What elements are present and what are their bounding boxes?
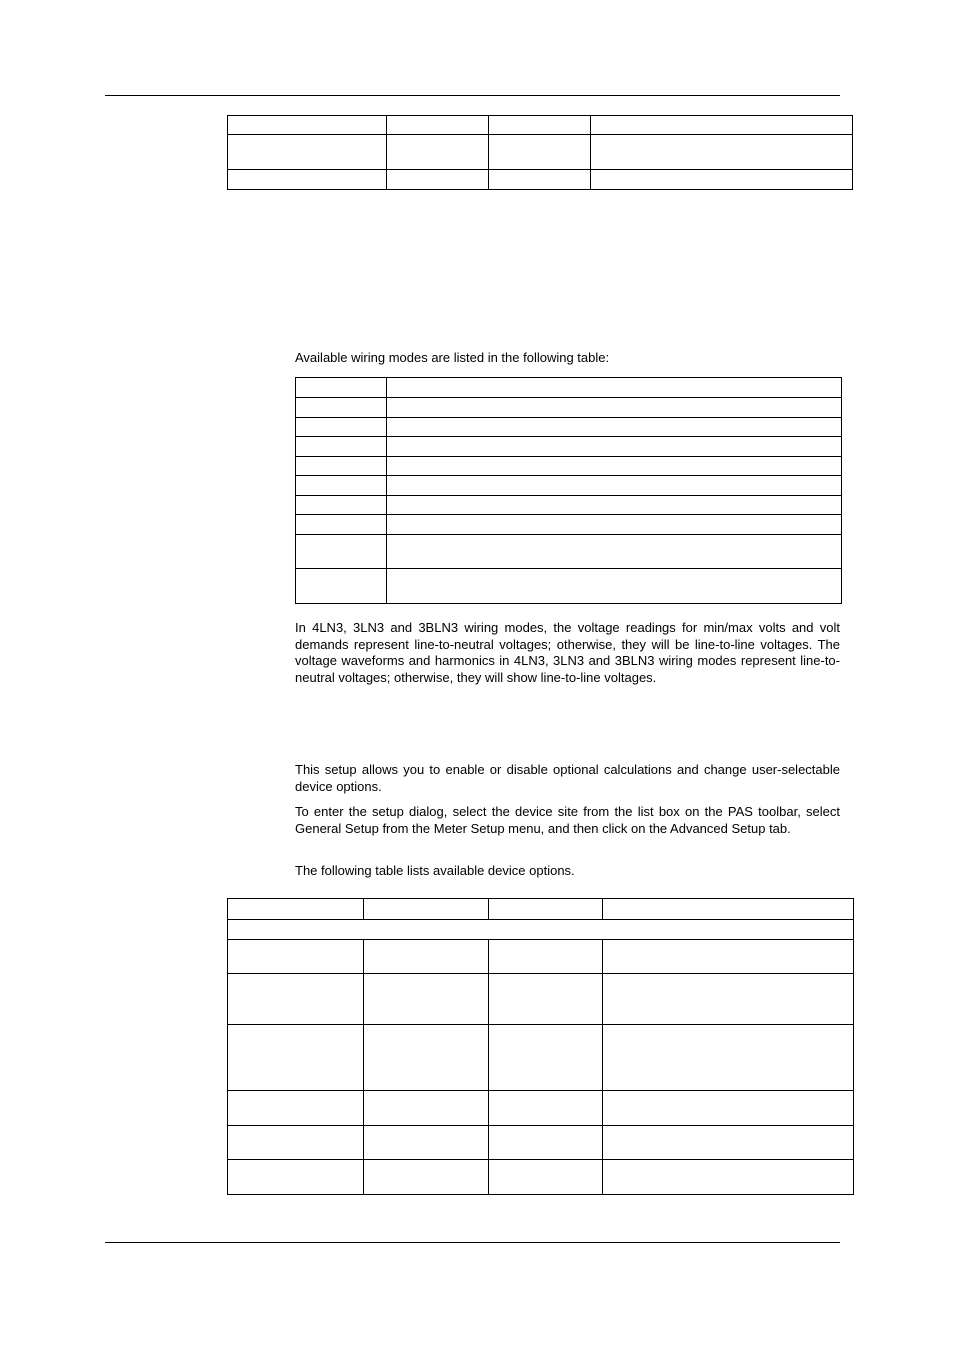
table-row bbox=[296, 398, 842, 418]
table-row bbox=[228, 1025, 854, 1091]
device-options-table bbox=[227, 898, 854, 1195]
table-row bbox=[296, 457, 842, 476]
options-intro-paragraph: The following table lists available device options. bbox=[295, 863, 575, 878]
table-row bbox=[228, 899, 854, 920]
voltage-note-paragraph: In 4LN3, 3LN3 and 3BLN3 wiring modes, the voltage readings for min/max volts and volt demands represent line-to-neutral voltages; otherwise, they will be line-to-line voltages. The voltage waveforms and harmonics in 4LN3, 3LN3 and 3BLN3 wiring modes represent line-to-neutral voltages; otherwise, they will show line-to-line voltages. bbox=[295, 620, 840, 685]
table-row bbox=[296, 378, 842, 398]
header-rule bbox=[105, 95, 840, 96]
table-row bbox=[296, 535, 842, 569]
setup-instructions-paragraph: To enter the setup dialog, select the device site from the list box on the PAS toolbar, select General Setup from the Meter Setup menu, and then click on the Advanced Setup tab. bbox=[295, 804, 840, 836]
table-row bbox=[228, 1160, 854, 1195]
table-row bbox=[296, 418, 842, 437]
wiring-intro-paragraph: Available wiring modes are listed in the following table: bbox=[295, 350, 610, 365]
table-row bbox=[228, 135, 853, 170]
table-row bbox=[296, 476, 842, 496]
footer-rule bbox=[105, 1242, 840, 1243]
table-row bbox=[296, 437, 842, 457]
table-row bbox=[228, 940, 854, 974]
table-row bbox=[228, 1091, 854, 1126]
table-row bbox=[296, 496, 842, 515]
table-row bbox=[228, 974, 854, 1025]
setup-intro-paragraph: This setup allows you to enable or disable optional calculations and change user-selectable device options. bbox=[295, 762, 840, 794]
table-row bbox=[228, 920, 854, 940]
table-row bbox=[296, 569, 842, 604]
wiring-modes-table bbox=[295, 377, 842, 604]
table-row bbox=[228, 1126, 854, 1160]
table-row bbox=[228, 170, 853, 190]
table-row bbox=[228, 116, 853, 135]
table-row bbox=[296, 515, 842, 535]
setup-table-continued bbox=[227, 115, 853, 190]
